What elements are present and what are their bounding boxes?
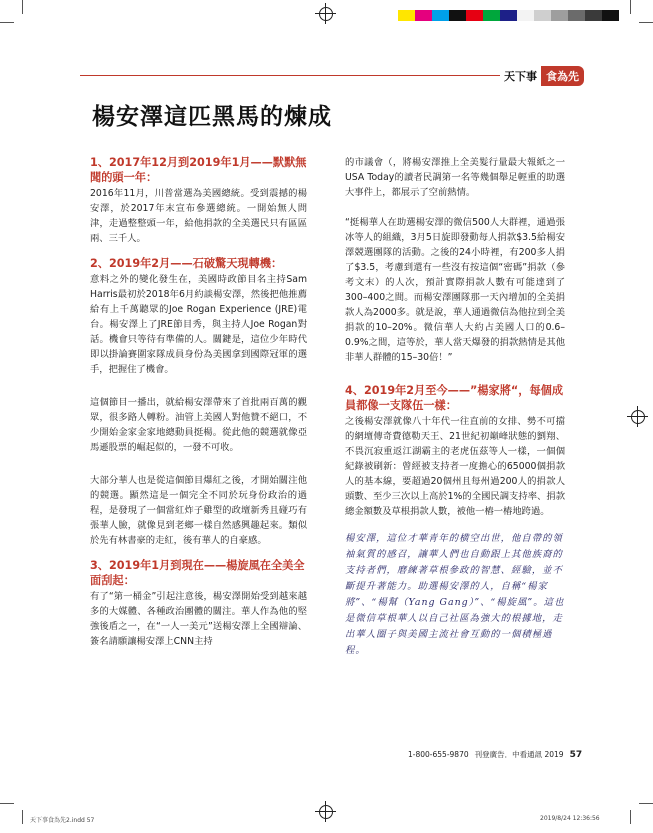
crop-mark	[22, 0, 23, 14]
crop-mark	[630, 0, 631, 14]
color-swatch	[483, 10, 500, 21]
page-number: 57	[569, 750, 583, 760]
paragraph: 大部分華人也是從這個節目爆紅之後，才開始關注他的競選。顯然這是一個完全不同於玩身份政治的過程，是發現了一個當紅炸子雞型的政壇新秀且碰巧有張華人臉，就像見到老鄉一樣自然感興趣起來。類似於先有林書豪的走紅，後有華人的自豪感。	[90, 475, 307, 546]
color-swatch	[517, 10, 534, 21]
footer-publication: 刊登廣告．中看通訊 2019	[474, 750, 564, 759]
paragraph: 意料之外的變化發生在，美國時政節目名主持Sam Harris最初於2018年6月約談楊安澤，然後把他推薦給有上千萬聽眾的Joe Rogan Experience (JRE)電台。楊安澤上了JRE節目秀，與主持人Joe Rogan對話。機會只等待有準備的人。關鍵是，這位少年時代即以掛論賽圍家隊成員身份為美國拿到國際冠軍的選手，把握住了機會。	[90, 274, 307, 375]
paragraph: 2016年11月，川普當選為美國總統。受到震撼的楊安澤，於2017年末宣布參選總統。一開始無人問津，走過整整頭一年，給他捐款的全美選民只有區區兩、三千人。	[90, 188, 307, 244]
color-swatch	[449, 10, 466, 21]
crop-mark	[0, 22, 14, 23]
color-swatch	[568, 10, 585, 21]
heading-section-4: 4、2019年2月至今——”楊家將“，每個成員都像一支隊伍一樣：	[345, 384, 564, 412]
heading-section-1: 1、2017年12月到2019年1月——默默無聞的頭一年：	[90, 156, 307, 184]
color-swatch	[602, 10, 619, 21]
footer-phone: 1-800-655-9870	[408, 750, 469, 759]
color-swatch	[551, 10, 568, 21]
color-swatch	[585, 10, 602, 21]
crop-mark	[0, 803, 14, 804]
header-brand: 天下事	[504, 70, 537, 83]
paragraph: 有了“第一桶金”引起注意後，楊安澤開始受到越來越多的大媒體、各種政治團體的關注。華人作為他的堅強後盾之一，在“一人一美元”送楊安澤上全國辯論、簽名請願讓楊安澤上CNN主持	[90, 591, 307, 647]
color-swatch	[415, 10, 432, 21]
crop-mark	[630, 810, 631, 824]
color-swatch	[432, 10, 449, 21]
color-calibration-bar	[398, 10, 619, 21]
heading-section-2: 2、2019年2月——石破驚天現轉機：	[90, 257, 283, 270]
crop-mark	[639, 22, 653, 23]
file-timestamp: 2019/8/24 12:36:56	[540, 815, 600, 822]
left-column	[90, 155, 307, 649]
color-swatch	[398, 10, 415, 21]
color-swatch	[500, 10, 517, 21]
right-column	[345, 155, 565, 659]
registration-mark-top	[319, 7, 333, 21]
crop-mark	[639, 803, 653, 804]
closing-quote: 楊安澤，這位才華青年的横空出世，他自帶的領袖氣質的感召，讓華人們也自動跟上其他族裔的支持者們，磨練著草根參政的智慧、經驗，並不斷提升著能力。助選楊安澤的人，自稱“楊家將”、“楊幫（Yang Gang）”、“楊旋風”。這也是微信草根華人以自己社區為強大的根據地，走出華人圈子與美國主流社會互動的一個積極過程。	[345, 533, 565, 656]
crop-mark	[22, 810, 23, 824]
page-title: 楊安澤這匹黑馬的煉成	[92, 104, 332, 130]
file-slug: 天下事食為先2.indd 57	[30, 817, 95, 824]
paragraph: 這個節目一播出，就給楊安澤帶來了首批兩百萬的觀眾，很多路人轉粉。油管上美國人對他贊不絕口，不少開始金家金家地總動員挺楊。從此他的競選就像亞馬遜股票的崛起似的，一發不可收。	[90, 397, 307, 453]
header-section: 食為先	[541, 66, 584, 86]
quote-paragraph: “挺楊華人在助選楊安澤的微信500人大群裡，通過張冰等人的組織，3月5日旋即發動每人捐款$3.5給楊安澤競選團隊的活動。之後的24小時裡，有200多人捐了$3.5，考慮到還有一些沒有按這個“密碼”捐款（參考文末）的人次，預計實際捐款人數有可能達到了300–400之間。而楊安澤團隊那一天內增加的全美捐款人為2000多。就是說，華人通過微信為他拉到全美捐款的10–20%。微信華人大約占美國人口的0.6–0.9%之間，這等於，華人當天爆發的捐款熱情是其他非華人群體的15–30倍！”	[345, 217, 565, 363]
header-rule	[80, 75, 500, 76]
color-swatch	[466, 10, 483, 21]
registration-mark-right	[631, 410, 645, 424]
registration-mark-bottom	[319, 805, 333, 819]
section-header	[500, 66, 584, 86]
heading-section-3: 3、2019年1月到現在——楊旋風在全美全面刮起：	[90, 559, 305, 587]
paragraph: 之後楊安澤就像八十年代一往直前的女排、勢不可擋的網壇傳奇費德勒天王、21世紀初巔峰狀態的劉翔、不畏沉寂重返江湖霸主的老虎伍茲等人一樣，一個個紀錄被刷新：曾經被支持者一度擔心的65000個捐款人的基本線，要超過20個州且每州過200人的捐款人頭數、至少三次以上高於1%的全國民調支持率、捐款總金額數及草根捐款人數，被他一樁一樁地跨過。	[345, 416, 565, 517]
page-footer	[408, 749, 582, 760]
paragraph: 的市議會（，將楊安澤推上全美髮行量最大報紙之一USA Today的讀者民調第一名等幾個舉足輕重的助選大事件上，都展示了空前熱情。	[345, 157, 565, 198]
color-swatch	[534, 10, 551, 21]
